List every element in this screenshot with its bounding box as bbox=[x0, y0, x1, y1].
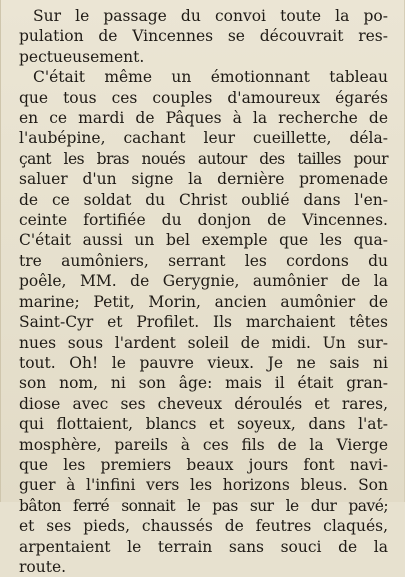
text-line: son nom, ni son âge: mais il était gran- bbox=[19, 374, 388, 393]
text-line: l'aubépine, cachant leur cueillette, déla- bbox=[19, 129, 388, 148]
text-line: saluer d'un signe la dernière promenade bbox=[19, 170, 388, 189]
text-line: tre aumôniers, serrant les cordons du bbox=[19, 251, 388, 270]
text-line: ceinte fortifiée du donjon de Vincennes. bbox=[19, 211, 388, 230]
text-line: et ses pieds, chaussés de feutres claqués, bbox=[19, 517, 388, 536]
text-line: mosphère, pareils à ces fils de la Vierge bbox=[19, 435, 388, 454]
text-line: pectueusement. bbox=[19, 47, 145, 66]
text-line: Saint-Cyr et Profilet. Ils marchaient têtes bbox=[19, 313, 388, 332]
text-line: en ce mardi de Pâques à la recherche de bbox=[19, 109, 388, 128]
text-line: C'était aussi un bel exemple que les qua- bbox=[19, 231, 388, 250]
text-line: tout. Oh! le pauvre vieux. Je ne sais ni bbox=[19, 353, 388, 372]
text-line: bâton ferré sonnait le pas sur le dur pavé; bbox=[19, 496, 388, 515]
text-line: qui flottaient, blancs et soyeux, dans l'at- bbox=[19, 415, 388, 434]
text-line: poêle, MM. de Gerygnie, aumônier de la bbox=[19, 272, 388, 291]
text-line: de ce soldat du Christ oublié dans l'en- bbox=[19, 190, 388, 209]
text-line: route. bbox=[19, 557, 67, 576]
text-line: çant les bras noués autour des tailles pour bbox=[19, 149, 388, 168]
article-body bbox=[19, 6, 388, 577]
text-line: que les premiers beaux jours font navi- bbox=[19, 455, 388, 474]
text-line: diose avec ses cheveux déroulés et rares, bbox=[19, 394, 388, 413]
text-line: nues sous l'ardent soleil de midi. Un sur- bbox=[19, 333, 388, 352]
text-line: marine; Petit, Morin, ancien aumônier de bbox=[19, 292, 388, 311]
paragraph-2 bbox=[19, 67, 388, 577]
text-line: C'était même un émotionnant tableau bbox=[33, 68, 388, 87]
text-line: Sur le passage du convoi toute la po- bbox=[33, 7, 388, 25]
text-line: que tous ces couples d'amoureux égarés bbox=[19, 88, 388, 107]
paragraph-1 bbox=[19, 6, 388, 67]
text-line: arpentaient le terrain sans souci de la bbox=[19, 537, 388, 556]
text-line: pulation de Vincennes se découvrait res- bbox=[19, 27, 388, 46]
text-line: guer à l'infini vers les horizons bleus. Son bbox=[19, 476, 388, 495]
